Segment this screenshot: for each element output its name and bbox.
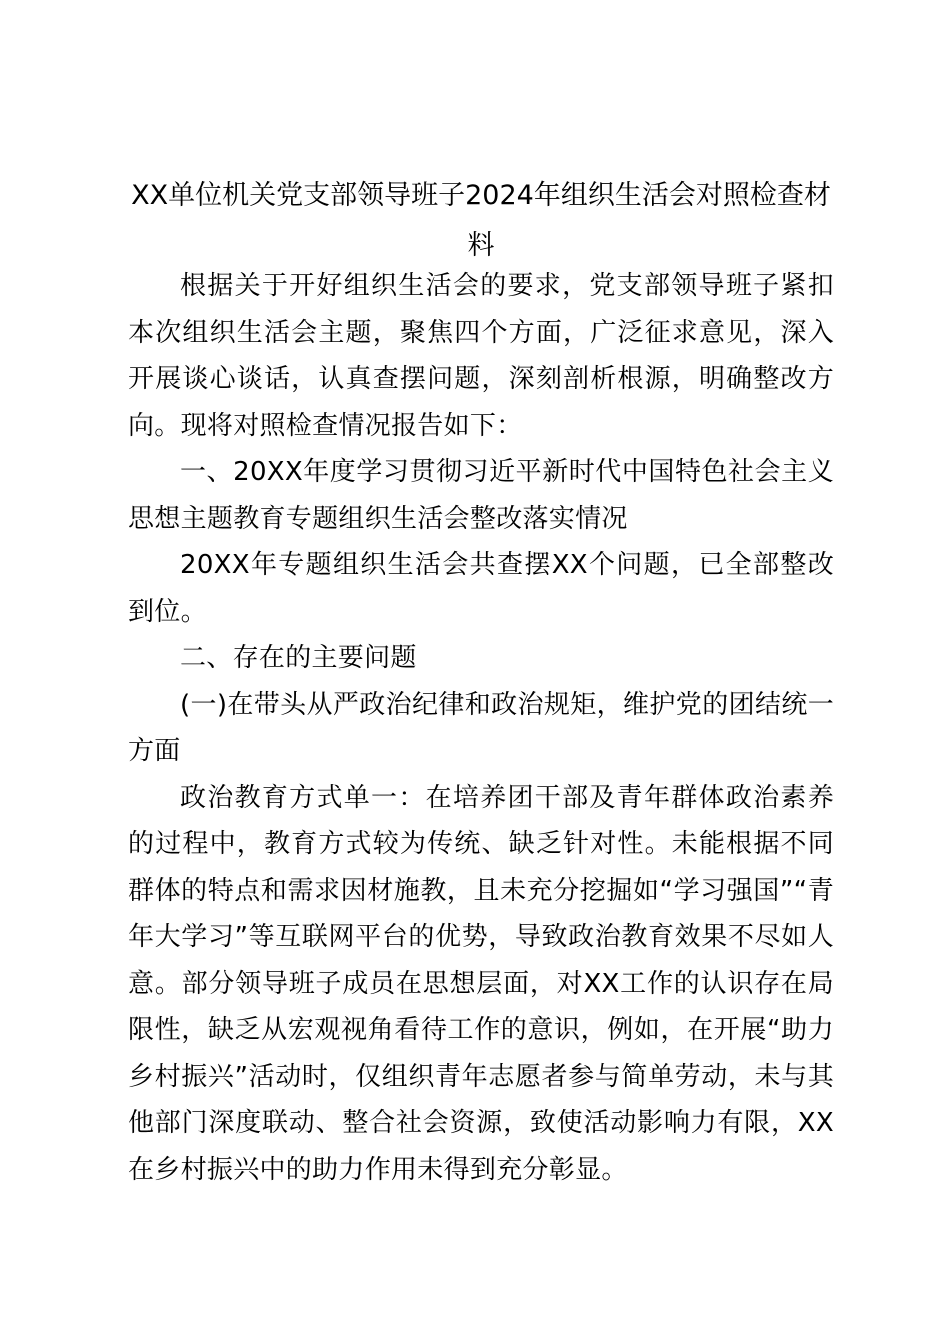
subsection-1-paragraph: 政治教育方式单一：在培养团干部及青年群体政治素养的过程中，教育方式较为传统、缺乏针对性。未能根据不同群体的特点和需求因材施教，且未充分挖掘如“学习强国”“青年大学习”等互联网平台的优势，导致政治教育效果不尽如人意。部分领导班子成员在思想层面，对XX工作的认识存在局限性，缺乏从宏观视角看待工作的意识，例如，在开展“助力乡村振兴”活动时，仅组织青年志愿者参与简单劳动，未与其他部门深度联动、整合社会资源，致使活动影响力有限，XX在乡村振兴中的助力作用未得到充分彰显。 [128, 782, 834, 1185]
subsection-heading-1: (一)在带头从严政治纪律和政治规矩，维护党的团结统一方面 [128, 689, 834, 766]
section-heading-2: 二、存在的主要问题 [180, 643, 417, 673]
document-title: XX单位机关党支部领导班子2024年组织生活会对照检查材料 [131, 180, 831, 261]
section-1-paragraph: 20XX年专题组织生活会共查摆XX个问题，已全部整改到位。 [128, 550, 834, 627]
intro-paragraph: 根据关于开好组织生活会的要求，党支部领导班子紧扣本次组织生活会主题，聚焦四个方面，广泛征求意见，深入开展谈心谈话，认真查摆问题，深刻剖析根源，明确整改方向。现将对照检查情况报告如下： [128, 271, 834, 441]
document-body [128, 171, 834, 1193]
section-heading-1: 一、20XX年度学习贯彻习近平新时代中国特色社会主义思想主题教育专题组织生活会整改落实情况 [128, 457, 834, 534]
